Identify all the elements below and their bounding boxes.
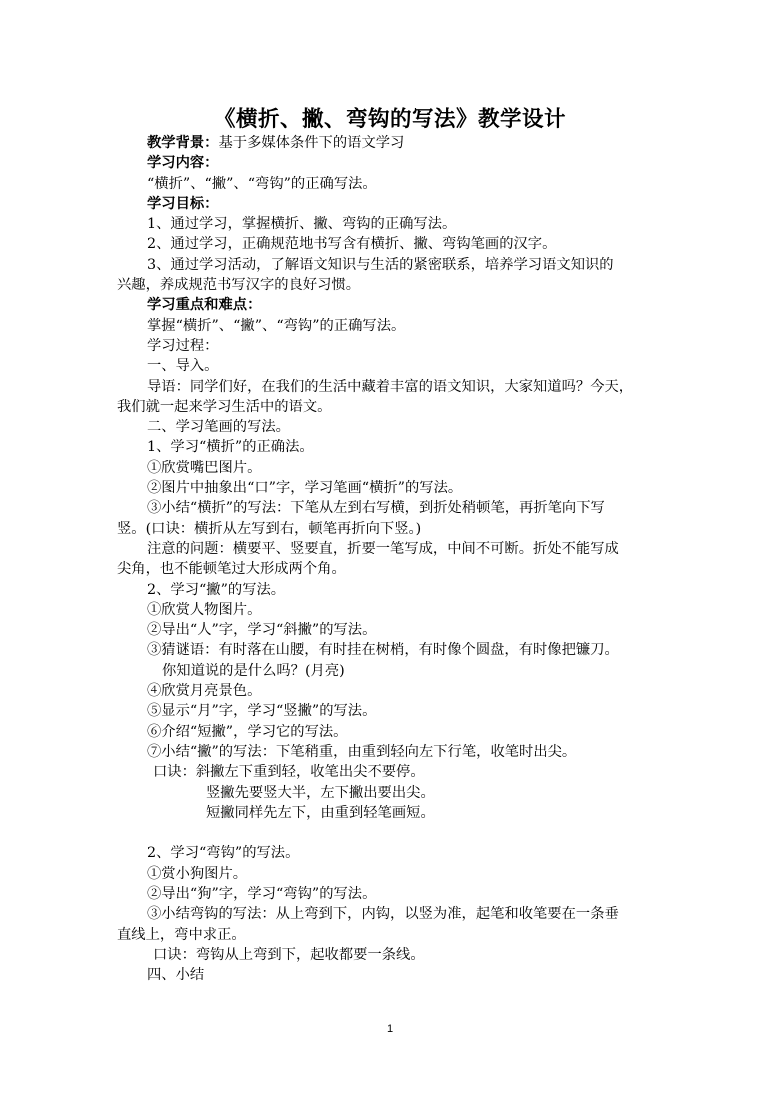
step-line: ②导出“人”字，学习“斜撇”的写法。	[147, 622, 377, 639]
step-line: ①赏小狗图片。	[147, 865, 248, 882]
step-line: ③猜谜语：有时落在山腰，有时挂在树梢，有时像个圆盘，有时像把镰刀。	[147, 642, 619, 659]
paragraph-line: 导语：同学们好，在我们的生活中藏着丰富的语文知识，大家知道吗？今天，	[147, 378, 634, 395]
mnemonic-line: 竖撇先要竖大半，左下撇出要出尖。	[206, 784, 435, 801]
keypoints-label: 学习重点和难点：	[147, 297, 262, 314]
background-line	[117, 133, 663, 153]
document-title: 《横折、撇、弯钩的写法》教学设计	[213, 107, 566, 132]
goal-line: 兴趣，养成规范书写汉字的良好习惯。	[117, 277, 361, 294]
mnemonic-line: 口诀：弯钩从上弯到下，起收都要一条线。	[153, 946, 425, 963]
page-number: 1	[386, 1023, 394, 1035]
step-line: ①欣赏人物图片。	[147, 601, 262, 618]
subsection-heading: 2、学习“撇”的写法。	[147, 581, 286, 598]
subsection-heading: 1、学习“横折”的正确法。	[147, 439, 314, 456]
content-label: 学习内容：	[147, 155, 219, 172]
step-line: ④欣赏月亮景色。	[147, 683, 262, 700]
mnemonic-line: 口诀：斜撇左下重到轻，收笔出尖不要停。	[153, 764, 425, 781]
process-label: 学习过程：	[147, 337, 219, 354]
note-line: 尖角，也不能顿笔过大形成两个角。	[117, 561, 346, 578]
blank-line	[117, 823, 663, 843]
step-line: ③小结“横折”的写法：下笔从左到右写横，到折处稍顿笔，再折笔向下写	[147, 500, 605, 517]
step-line: ①欣赏嘴巴图片。	[147, 459, 262, 476]
mnemonic-line: 短撇同样先左下，由重到轻笔画短。	[206, 804, 435, 821]
step-line: 直线上，弯中求正。	[117, 926, 246, 943]
document-body	[117, 133, 663, 985]
goal-line: 1、通过学习，掌握横折、撇、弯钩的正确写法。	[147, 216, 457, 233]
background-text: 基于多媒体条件下的语文学习	[218, 135, 405, 151]
step-line: ③小结弯钩的写法：从上弯到下，内钩，以竖为准，起笔和收笔要在一条垂	[147, 906, 619, 923]
step-line: ⑥介绍“短撇”，学习它的写法。	[147, 723, 348, 740]
content-text: “横折”、“撇”、“弯钩”的正确写法。	[147, 175, 377, 192]
goals-label: 学习目标：	[147, 195, 219, 212]
step-line: ⑦小结“撇”的写法：下笔稍重，由重到轻向左下行笔，收笔时出尖。	[147, 743, 577, 760]
step-line: 你知道说的是什么吗？(月亮)	[162, 662, 345, 679]
goal-line: 3、通过学习活动，了解语文知识与生活的紧密联系，培养学习语文知识的	[147, 256, 614, 273]
paragraph-line: 我们就一起来学习生活中的语文。	[117, 398, 332, 415]
section-heading: 二、学习笔画的写法。	[147, 419, 290, 436]
section-heading: 四、小结	[147, 967, 205, 984]
step-line: ②导出“狗”字，学习“弯钩”的写法。	[147, 885, 377, 902]
goal-line: 2、通过学习，正确规范地书写含有横折、撇、弯钩笔画的汉字。	[147, 236, 557, 253]
background-label: 教学背景：	[147, 135, 219, 151]
note-line: 注意的问题：横要平、竖要直，折要一笔写成，中间不可断。折处不能写成	[147, 540, 619, 557]
keypoints-text: 掌握“横折”、“撇”、“弯钩”的正确写法。	[147, 317, 406, 334]
subsection-heading: 2、学习“弯钩”的写法。	[147, 845, 300, 862]
step-line: 竖。(口诀：横折从左写到右，顿笔再折向下竖。)	[117, 520, 422, 537]
step-line: ②图片中抽象出“口”字，学习笔画“横折”的写法。	[147, 480, 463, 497]
section-heading: 一、导入。	[147, 358, 219, 375]
step-line: ⑤显示“月”字，学习“竖撇”的写法。	[147, 703, 377, 720]
